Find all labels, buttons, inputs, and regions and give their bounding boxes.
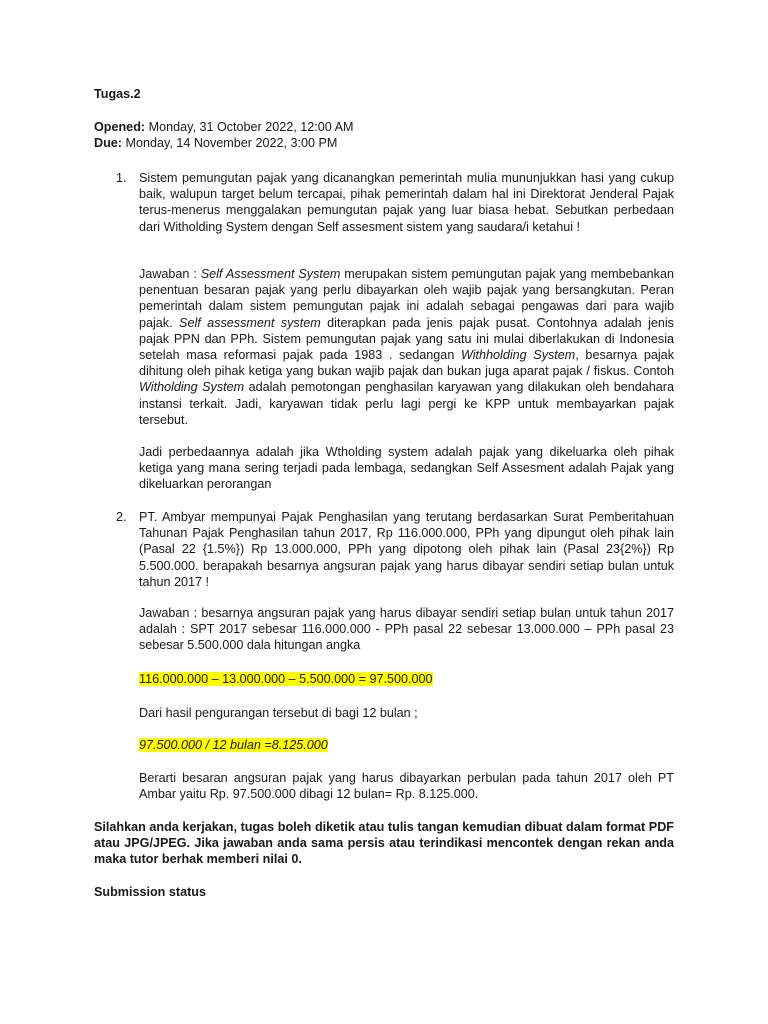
answer-2-conclusion (139, 770, 674, 802)
question-1-text (139, 170, 674, 235)
question-2-number: 2. (116, 510, 127, 524)
calculation-1 (139, 671, 433, 687)
question-1-prompt: Sistem pemungutan pajak yang dicanangkan pemerintah mulia mununjukkan hasi yang cukup baik, walupun target belum tercapai, pihak pemerintah dalam hal ini Direktorat Jenderal Pajak terus-menerus menggalakan pemungutan pajak yang luar biasa hebat. Sebutkan perbedaan dari Witholding System dengan Self assesment sistem yang saudara/i ketahui ! (139, 171, 674, 234)
answer-1-text-d: adalah pemotongan penghasilan karyawan yang dilakukan oleh bendahara instansi terkait. Jadi, karyawan tidak perlu lagi pergi ke KPP untuk membayarkan pajak tersebut. (139, 380, 674, 427)
question-1-number: 1. (116, 171, 127, 185)
term-self-assessment: Self Assessment System (200, 267, 341, 281)
opened-value: Monday, 31 October 2022, 12:00 AM (145, 120, 354, 134)
highlighted-calculation-1: 116.000.000 – 13.000.000 – 5.500.000 = 97.500.000 (139, 672, 433, 686)
answer-2-text: Jawaban : besarnya angsuran pajak yang harus dibayar sendiri setiap bulan untuk tahun 2017 adalah : SPT 2017 sebesar 116.000.000 - PPh pasal 22 sebesar 13.000.000 – PPh pasal 23 sebesar 5.500.000 dala hitungan angka (139, 606, 674, 653)
answer-1-prefix: Jawaban : (139, 267, 201, 281)
term-self-assessment-2: Self assessment system (179, 315, 321, 330)
answer-1-text-c: , besarnya pajak dihitung oleh pihak ketiga yang bukan wajib pajak dan bukan juga aparat pajak / fiskus. Contoh (139, 348, 674, 379)
instructions-paragraph: Silahkan anda kerjakan, tugas boleh diketik atau tulis tangan kemudian dibuat dalam format PDF atau JPG/JPEG. Jika jawaban anda sama persis atau terindikasi mencontek dengan rekan anda maka tutor berhak memberi nilai 0. (94, 820, 674, 867)
question-2-prompt: PT. Ambyar mempunyai Pajak Penghasilan yang terutang berdasarkan Surat Pemberitahuan Tahunan Pajak Penghasilan tahun 2017, Rp 116.000.000, PPh yang dipungut oleh pihak lain (Pasal 22 {1.5%}) Rp 13.000.000, PPh yang dipotong oleh pihak lain (Pasal 23{2%}) Rp 5.500.000. berapakah besarnya angsuran pajak yang harus dibayar sendiri setiap bulan untuk tahun 2017 ! (139, 510, 674, 589)
answer-1-conclusion: Jadi perbedaannya adalah jika Wtholding system adalah pajak yang dikeluarka oleh pihak ketiga yang mana sering terjadi pada lembaga, sedangkan Self Assesment adalah Pajak yang dikeluarkan perorangan (139, 445, 674, 492)
due-value: Monday, 14 November 2022, 3:00 PM (122, 136, 338, 151)
due-label: Due: (94, 136, 122, 151)
term-withholding: Withholding System (460, 348, 576, 363)
assignment-dates (94, 119, 353, 151)
term-witholding-2: Witholding System (139, 380, 245, 395)
highlighted-calculation-2: 97.500.000 / 12 bulan =8.125.000 (139, 738, 328, 752)
answer-1-paragraph-1 (139, 266, 674, 428)
calculation-2 (139, 737, 328, 753)
due-line (94, 135, 353, 151)
answer-2-paragraph (139, 605, 674, 654)
answer-1-text-b: diterapkan pada jenis pajak pusat. Contohnya adalah jenis pajak PPN dan PPh. Sistem pemungutan pajak yang satu ini mulai diberlakukan di Indonesia setelah masa reformasi pajak pada 1983 . sedangan (139, 315, 674, 363)
opened-line (94, 119, 353, 135)
assignment-title: Tugas.2 (94, 87, 141, 101)
division-note: Dari hasil pengurangan tersebut di bagi 12 bulan ; (139, 706, 418, 720)
answer-1-paragraph-2 (139, 444, 674, 493)
answer-2-result: Berarti besaran angsuran pajak yang harus dibayarkan perbulan pada tahun 2017 oleh PT Ambar yaitu Rp. 97.500.000 dibagi 12 bulan= Rp. 8.125.000. (139, 771, 674, 802)
opened-label: Opened: (94, 120, 146, 134)
question-2-text (139, 509, 674, 590)
submission-status-heading: Submission status (94, 885, 206, 899)
answer-1-text-a: merupakan sistem pemungutan pajak yang membebankan penentuan besaran pajak yang perlu dibayarkan oleh wajib pajak yang bersangkutan. Peran pemerintah dalam sistem pemungutan pajak ini adalah sebagai pengawas dari para wajib pajak. (139, 267, 674, 330)
